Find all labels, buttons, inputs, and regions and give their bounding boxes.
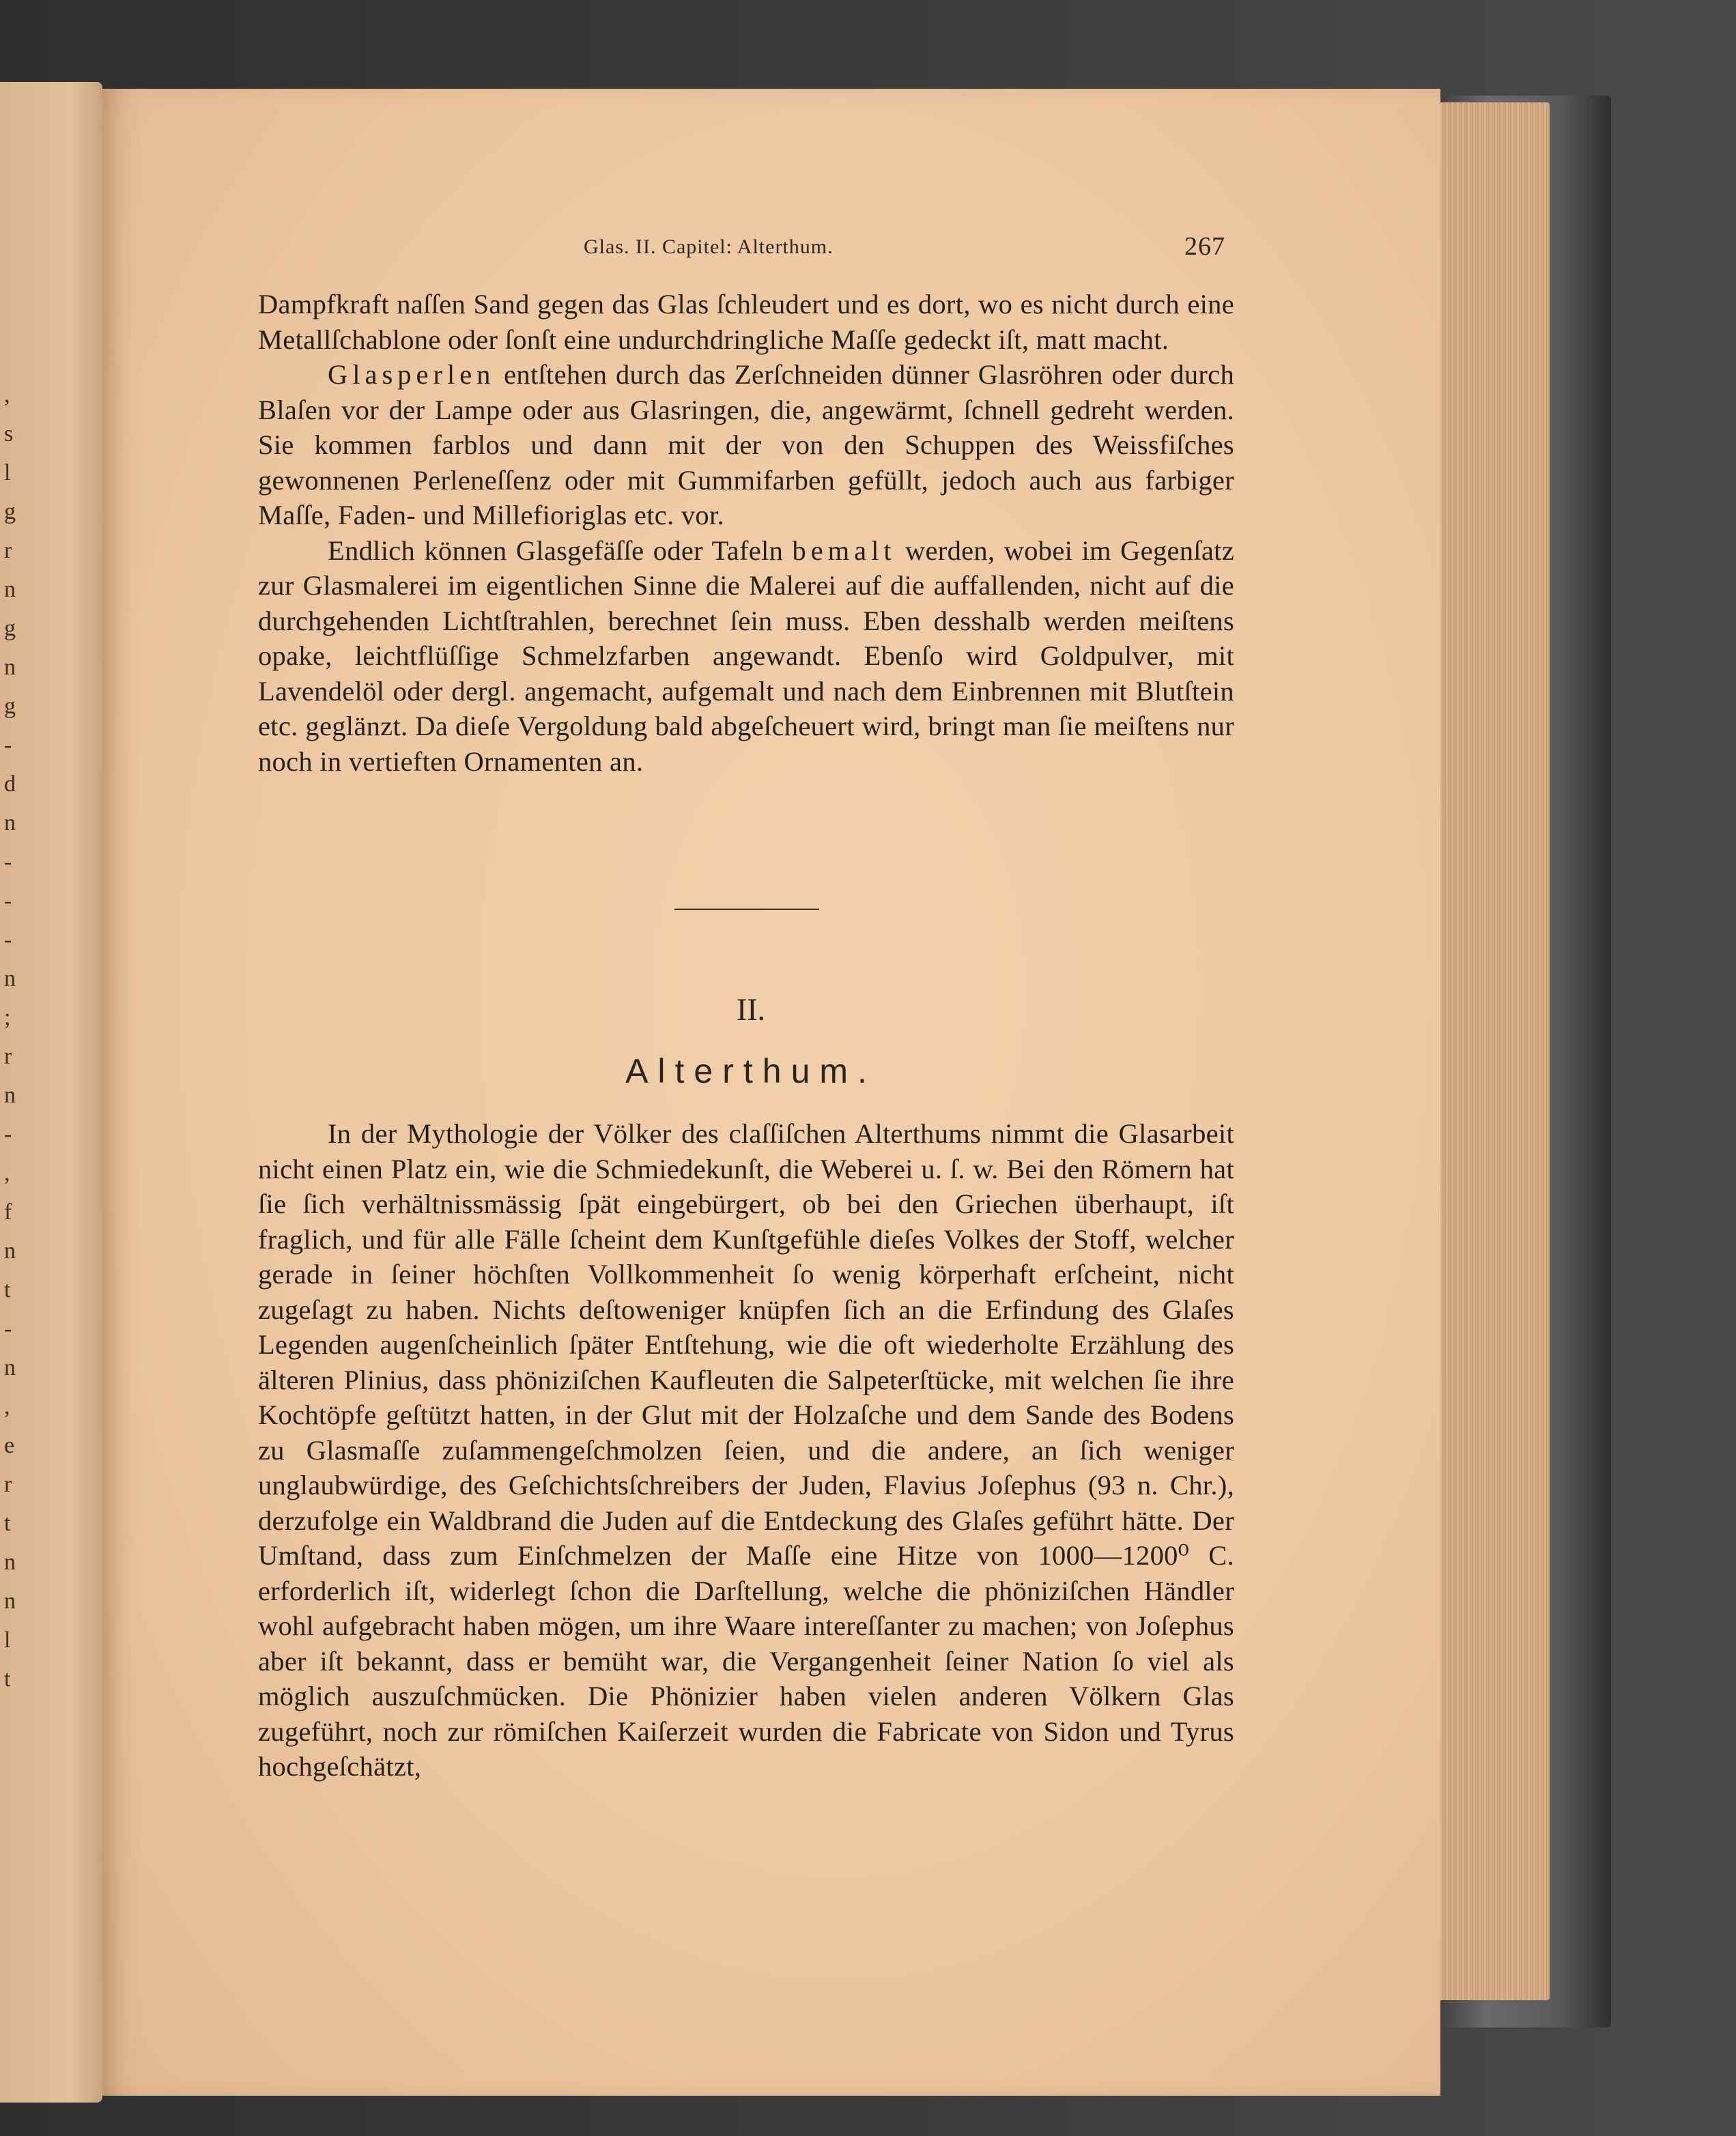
left-page-fragment: e xyxy=(4,1433,15,1458)
left-page-fragment: t xyxy=(4,1277,11,1302)
text-block-2 xyxy=(258,1116,1234,1784)
left-page-fragment: , xyxy=(4,382,10,408)
left-page-fragment: n xyxy=(4,655,16,680)
left-page-fragment: n xyxy=(4,577,16,602)
paragraph: In der Mythologie der Völker des claſſiſchen Alterthums nimmt die Glasarbeit nicht einen Platz ein, wie die Schmiedekunſt, die Weberei u. ſ. w. Bei den Römern hat ſie ſich verhältnissmässig ſpät eingebürgert, ob bei den Griechen überhaupt, iſt fraglich, und für alle Fälle ſcheint dem Kunſtgefühle dieſes Volkes der Stoff, welcher gerade in ſeiner höchſten Vollkommenheit ſo wenig körperhaft erſcheint, nicht zugeſagt zu haben. Nichts deſtoweniger knüpfen ſich an die Erfindung des Glaſes Legenden augenſcheinlich ſpäter Entſtehung, wie die oft wiederholte Erzählung des älteren Plinius, dass phöniziſchen Kaufleuten die Salpeterſtücke, mit welchen ſie ihre Kochtöpfe geſtützt hatten, in der Glut mit der Holzaſche und dem Sande des Bodens zu Glasmaſſe zuſammengeſchmolzen ſeien, und die andere, an ſich weniger unglaubwürdige, des Geſchichtsſchreibers der Juden, Flavius Joſephus (93 n. Chr.), derzufolge ein Waldbrand die Juden auf die Entdeckung des Glaſes geführt hätte. Der Umſtand, dass zum Einſchmelzen der Maſſe eine Hitze von 1000—1200⁰ C. erforderlich iſt, widerlegt ſchon die Darſtellung, welche die phöniziſchen Händler wohl aufgebracht haben mögen, um ihre Waare intereſſanter zu machen; von Joſephus aber iſt bekannt, dass er bemüht war, die Vergangenheit ſeiner Nation ſo viel als möglich auszuſchmücken. Die Phönizier haben vielen anderen Völkern Glas zugeführt, noch zur römiſchen Kaiſerzeit wurden die Fabricate von Sidon und Tyrus hochgeſchätzt, xyxy=(258,1118,1234,1782)
left-page-fragment: - xyxy=(4,1316,12,1341)
left-page-fragment: n xyxy=(4,966,16,991)
page-number: 267 xyxy=(1184,232,1225,261)
left-page-fragment: - xyxy=(4,927,12,952)
left-page-fragment: - xyxy=(4,1122,12,1147)
left-page-fragment: n xyxy=(4,1238,16,1264)
paragraph: Endlich können Glasgefäſſe oder Tafeln bemalt werden, wobei im Gegenſatz zur Glasmalerei im eigentlichen Sinne die Malerei auf die auffallenden, nicht auf die durchgehenden Lichtſtrahlen, berechnet ſein muss. Eben desshalb werden meiſtens opake, leichtflüſſige Schmelzfarben angewandt. Ebenſo wird Goldpulver, mit Lavendelöl oder dergl. angemacht, aufgemalt und nach dem Einbrennen mit Blutſtein etc. geglänzt. Da dieſe Vergoldung bald abgeſcheuert wird, bringt man ſie meiſtens nur noch in vertieften Ornamenten an. xyxy=(258,535,1234,777)
left-page-fragment: s xyxy=(4,421,14,446)
paragraph: Dampfkraft naſſen Sand gegen das Glas ſchleudert und es dort, wo es nicht durch eine Metallſchablone oder ſonſt eine undurchdringliche Maſſe gedeckt iſt, matt macht. xyxy=(258,289,1234,355)
left-page-fragment: n xyxy=(4,1550,16,1575)
left-page-fragments xyxy=(4,375,31,1698)
left-page-fragment: n xyxy=(4,810,16,836)
left-page-fragment: l xyxy=(4,1627,11,1653)
left-page-fragment: t xyxy=(4,1511,11,1536)
left-page-fragment: f xyxy=(4,1199,12,1225)
section-number: II. xyxy=(736,992,766,1027)
running-head: Glas. II. Capitel: Alterthum. xyxy=(584,236,834,258)
left-page-fragment: n xyxy=(4,1589,16,1614)
left-page-fragment: g xyxy=(4,694,16,719)
text-block-1 xyxy=(258,287,1234,779)
left-page-fragment: ; xyxy=(4,1005,11,1030)
emphasis: Glasperlen xyxy=(328,359,496,390)
left-page-fragment: , xyxy=(4,1160,10,1186)
left-page-fragment: r xyxy=(4,538,12,563)
left-page-fragment: n xyxy=(4,1355,16,1380)
emphasis: bemalt xyxy=(792,535,896,566)
left-page-fragment: l xyxy=(4,460,11,485)
left-page-fragment: d xyxy=(4,771,16,797)
left-page-fragment: - xyxy=(4,849,12,874)
left-page xyxy=(0,82,102,2103)
left-page-fragment: - xyxy=(4,732,12,758)
left-page-fragment: , xyxy=(4,1394,10,1419)
paragraph: Glasperlen entſtehen durch das Zerſchneiden dünner Glasröhren oder durch Blaſen vor der Lampe oder aus Glasringen, die, angewärmt, ſchnell gedreht werden. Sie kommen farblos und dann mit der von den Schuppen des Weissfiſches gewonnenen Perleneſſenz oder mit Gummifarben gefüllt, jedoch auch aus farbiger Maſſe, Faden- und Millefioriglas etc. vor. xyxy=(258,359,1234,530)
page-header xyxy=(584,232,1232,263)
left-page-fragment: n xyxy=(4,1083,16,1108)
left-page-fragment: r xyxy=(4,1472,12,1497)
section-title: Alterthum. xyxy=(625,1052,877,1090)
left-page-fragment: t xyxy=(4,1666,11,1692)
left-page-fragment: g xyxy=(4,616,16,641)
section-divider xyxy=(674,909,819,910)
left-page-fragment: - xyxy=(4,888,12,913)
left-page-fragment: g xyxy=(4,499,16,524)
left-page-fragment: r xyxy=(4,1044,12,1069)
